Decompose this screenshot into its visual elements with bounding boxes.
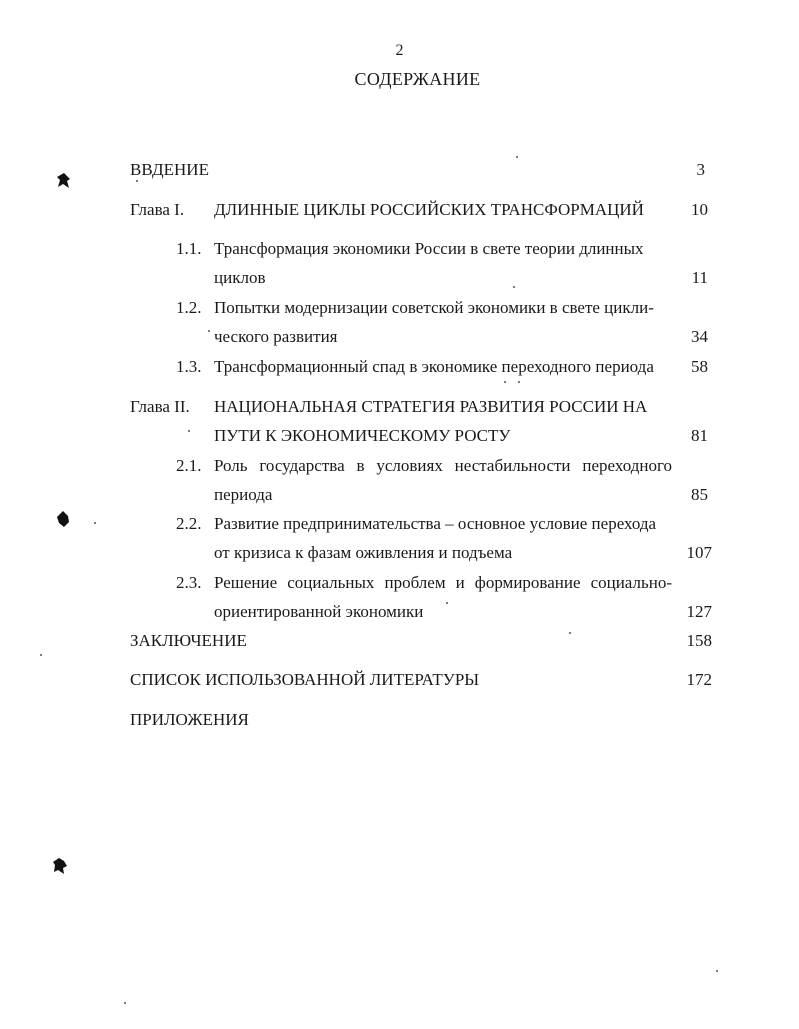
toc-2-1-num: 2.1. <box>176 456 202 475</box>
scan-speck <box>516 156 518 158</box>
toc-2-1-page: 85 <box>691 485 708 504</box>
toc-1-1-line2: циклов <box>214 268 266 287</box>
toc-2-2-num: 2.2. <box>176 514 202 533</box>
toc-ch2-prefix: Глава II. <box>130 397 190 416</box>
scan-speck <box>518 381 520 383</box>
toc-ch1-title: ДЛИННЫЕ ЦИКЛЫ РОССИЙСКИХ ТРАНСФОРМАЦИЙ <box>214 200 644 219</box>
toc-appendices-label: ПРИЛОЖЕНИЯ <box>130 710 249 729</box>
toc-1-1-line1: Трансформация экономики России в свете теории длинных <box>214 239 644 258</box>
scan-speck <box>446 602 448 604</box>
toc-1-2-line1: Попытки модернизации советской экономики в свете цикли- <box>214 298 654 317</box>
toc-ch1-prefix: Глава I. <box>130 200 185 219</box>
scan-speck <box>40 654 42 656</box>
toc-references-page: 172 <box>686 670 712 689</box>
scan-speck <box>188 430 190 432</box>
scan-speck <box>513 286 515 288</box>
scan-speck <box>569 632 571 634</box>
toc-ch2-line1: НАЦИОНАЛЬНАЯ СТРАТЕГИЯ РАЗВИТИЯ РОССИИ НА <box>214 397 648 416</box>
binder-hole-mark <box>52 857 68 875</box>
toc-ch2-line2: ПУТИ К ЭКОНОМИЧЕСКОМУ РОСТУ <box>214 426 511 445</box>
binder-hole-mark <box>55 510 71 528</box>
toc-1-3-page: 58 <box>691 357 708 376</box>
scan-speck <box>124 1002 126 1004</box>
scan-speck <box>504 381 506 383</box>
toc-ch1-page: 10 <box>691 200 708 219</box>
toc-1-2-num: 1.2. <box>176 298 202 317</box>
page-number: 2 <box>395 42 404 59</box>
toc-2-3-line2: ориентированной экономики <box>214 602 424 621</box>
toc-conclusion-page: 158 <box>686 631 712 650</box>
binder-hole-mark <box>56 172 72 190</box>
toc-2-1-line2: периода <box>214 485 273 504</box>
toc-2-2-page: 107 <box>686 543 712 562</box>
toc-2-3-page: 127 <box>686 602 712 621</box>
toc-conclusion-label: ЗАКЛЮЧЕНИЕ <box>130 631 247 650</box>
scan-speck <box>716 970 718 972</box>
scan-speck <box>136 180 138 182</box>
toc-ch2-page: 81 <box>691 426 708 445</box>
toc-1-3-line1: Трансформационный спад в экономике переходного периода <box>214 357 654 376</box>
scan-speck <box>94 522 96 524</box>
toc-2-2-line2: от кризиса к фазам оживления и подъема <box>214 543 513 562</box>
toc-1-2-line2: ческого развития <box>214 327 338 346</box>
scan-speck <box>208 330 210 332</box>
toc-intro-label: ВВДЕНИЕ <box>130 160 209 179</box>
toc-references-label: СПИСОК ИСПОЛЬЗОВАННОЙ ЛИТЕРАТУРЫ <box>130 670 480 689</box>
toc-1-3-num: 1.3. <box>176 357 202 376</box>
toc-1-2-page: 34 <box>691 327 708 346</box>
toc-2-1-line1: Роль государства в условиях нестабильности переходного <box>214 456 672 475</box>
toc-2-2-line1: Развитие предпринимательства – основное условие перехода <box>214 514 657 533</box>
toc-2-3-line1: Решение социальных проблем и формирование социально- <box>214 573 672 592</box>
toc-1-1-page: 11 <box>691 268 708 287</box>
toc-2-3-num: 2.3. <box>176 573 202 592</box>
toc-intro-page: 3 <box>696 160 705 179</box>
toc-1-1-num: 1.1. <box>176 239 202 258</box>
page-title: СОДЕРЖАНИЕ <box>354 69 481 89</box>
